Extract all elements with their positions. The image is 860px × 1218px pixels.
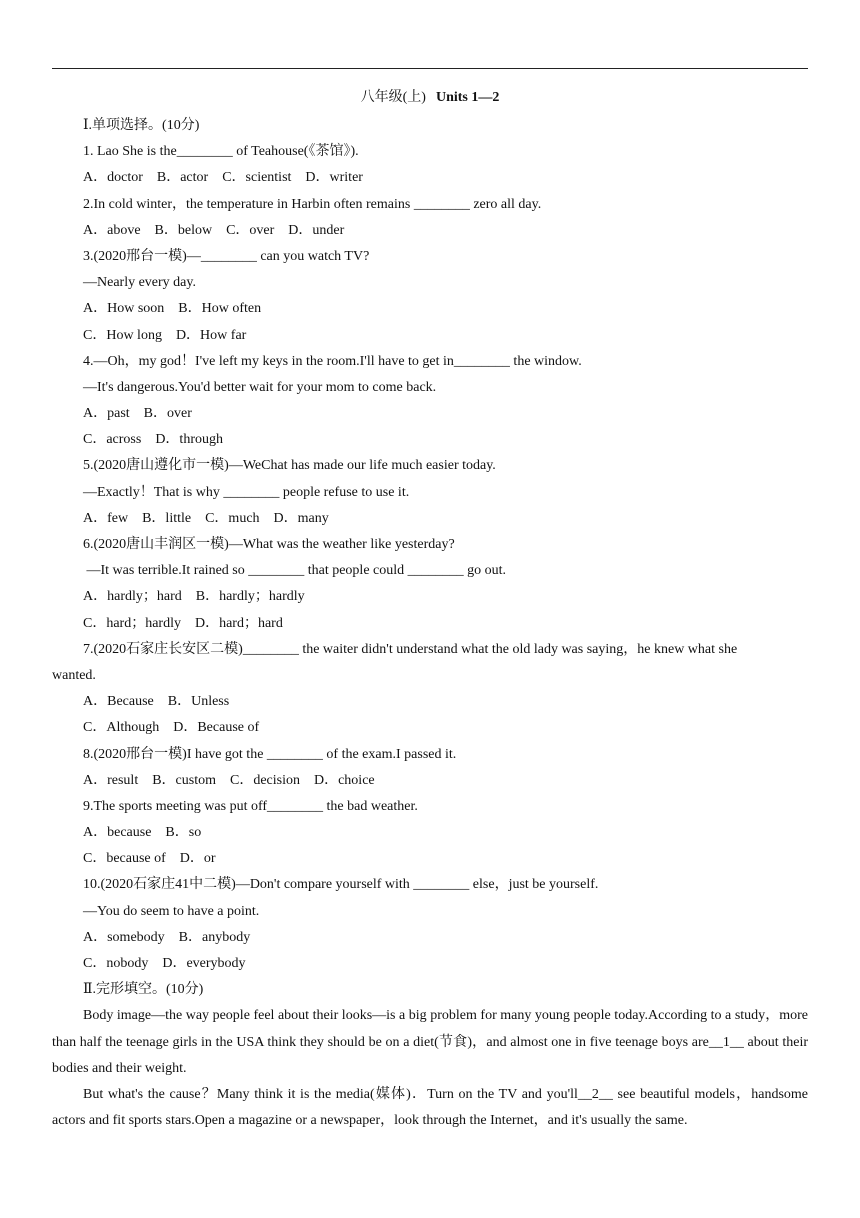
option-line: C．Although D．Because of bbox=[83, 720, 260, 736]
question-line: 2.In cold winter，the temperature in Harbin often remains ________ zero all day. bbox=[83, 196, 542, 212]
dialogue-line: —It was terrible.It rained so ________ that people could ________ go out. bbox=[83, 563, 507, 579]
option-line: C．How long D．How far bbox=[83, 327, 247, 343]
option-line: A．few B．little C．much D．many bbox=[83, 510, 329, 526]
option-line: A．result B．custom C．decision D．choice bbox=[83, 772, 375, 788]
cloze-paragraph-2: But what's the cause？Many think it is the media(媒体)．Turn on the TV and you'll__2__ see beautiful models，handsome actors and fit sports stars.Open a magazine or a newspaper，look through the Internet，and it's usually the same. bbox=[52, 1086, 808, 1129]
section-1-heading: Ⅰ.单项选择。(10分) bbox=[83, 118, 200, 133]
page-title bbox=[0, 89, 860, 107]
question-line-continued: wanted. bbox=[52, 667, 96, 683]
question-line: 1. Lao She is the________ of Teahouse(《茶馆》). bbox=[83, 144, 359, 160]
title-grade: 八年级(上) bbox=[360, 90, 426, 105]
dialogue-line: —Nearly every day. bbox=[83, 275, 196, 291]
option-line: C．nobody D．everybody bbox=[83, 956, 246, 971]
option-line: A．doctor B．actor C．scientist D．writer bbox=[83, 170, 363, 186]
header-rule bbox=[52, 68, 808, 69]
question-line: 3.(2020邢台一模)—________ can you watch TV? bbox=[83, 248, 370, 264]
option-line: A．past B．over bbox=[83, 406, 192, 422]
question-line: 8.(2020邢台一模)I have got the ________ of the exam.I passed it. bbox=[83, 746, 457, 762]
question-line: 7.(2020石家庄长安区二模)________ the waiter didn't understand what the old lady was saying，he knew what she bbox=[83, 641, 738, 657]
question-line: 5.(2020唐山遵化市一模)—WeChat has made our life much easier today. bbox=[83, 458, 496, 474]
question-line: 9.The sports meeting was put off________ the bad weather. bbox=[83, 798, 418, 814]
section-2-heading: Ⅱ.完形填空。(10分) bbox=[83, 982, 204, 998]
question-line: 4.—Oh，my god！I've left my keys in the room.I'll have to get in________ the window. bbox=[83, 353, 582, 369]
option-line: C．across D．through bbox=[83, 432, 223, 448]
option-line: A．because B．so bbox=[83, 825, 202, 841]
option-line: A．hardly；hard B．hardly；hardly bbox=[83, 589, 305, 605]
title-units: Units 1—2 bbox=[435, 90, 500, 105]
section-1-questions bbox=[52, 139, 808, 977]
dialogue-line: —Exactly！That is why ________ people refuse to use it. bbox=[83, 484, 410, 500]
option-line: A．somebody B．anybody bbox=[83, 929, 251, 945]
option-line: C．because of D．or bbox=[83, 851, 216, 867]
option-line: C．hard；hardly D．hard；hard bbox=[83, 615, 283, 631]
question-line: 6.(2020唐山丰润区一模)—What was the weather like yesterday? bbox=[83, 537, 455, 552]
option-line: A．Because B．Unless bbox=[83, 694, 230, 710]
dialogue-line: —It's dangerous.You'd better wait for your mom to come back. bbox=[83, 379, 437, 395]
question-line: 10.(2020石家庄41中二模)—Don't compare yourself with ________ else，just be yourself. bbox=[83, 877, 599, 893]
cloze-paragraph-1: Body image—the way people feel about their looks—is a big problem for many young people today.According to a study，more than half the teenage girls in the USA think they should be on a diet(节食)，and almost one in five teenage boys are__1__ about their bodies and their weight. bbox=[52, 1008, 808, 1076]
option-line: A．above B．below C．over D．under bbox=[83, 222, 345, 238]
worksheet-body bbox=[52, 113, 808, 1134]
option-line: A．How soon B．How often bbox=[83, 301, 262, 317]
dialogue-line: —You do seem to have a point. bbox=[83, 903, 260, 919]
